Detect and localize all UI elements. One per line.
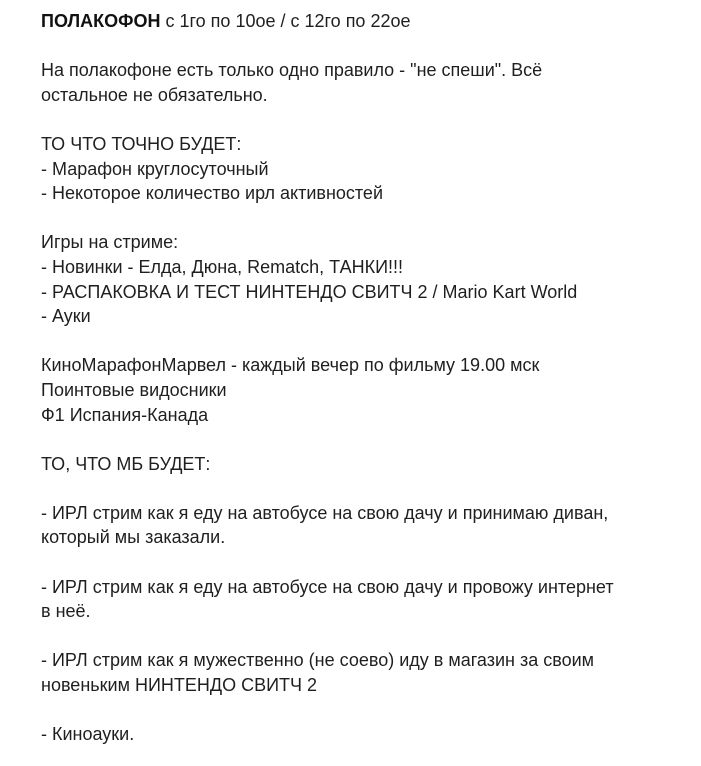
- maybe-item-4: - Киноауки.: [41, 724, 135, 745]
- rule-line-1: На полакофоне есть только одно правило - "не спеши". Всё: [41, 60, 543, 81]
- blank-line: [41, 624, 671, 649]
- title-bold: ПОЛАКОФОН: [41, 11, 161, 31]
- blank-line: [41, 206, 671, 231]
- blank-line: [41, 329, 671, 354]
- list-item: - РАСПАКОВКА И ТЕСТ НИНТЕНДО СВИТЧ 2 / Mario Kart World: [41, 281, 578, 302]
- blank-line: [41, 427, 671, 452]
- extras-item: КиноМарафонМарвел - каждый вечер по фильму 19.00 мск: [41, 355, 540, 376]
- rule-line-2: остальное не обязательно.: [41, 84, 268, 105]
- maybe-item-3-line-1: - ИРЛ стрим как я мужественно (не соево) иду в магазин за своим: [41, 650, 595, 671]
- extras-item: Поинтовые видосники: [41, 379, 227, 400]
- blank-line: [41, 107, 671, 132]
- sure-heading: ТО ЧТО ТОЧНО БУДЕТ:: [41, 133, 242, 154]
- blank-line: [41, 34, 671, 59]
- blank-line: [41, 550, 671, 575]
- maybe-item-2-line-1: - ИРЛ стрим как я еду на автобусе на свою дачу и провожу интернет: [41, 576, 614, 597]
- document-body: [41, 9, 671, 747]
- list-item: - Некоторое количество ирл активностей: [41, 183, 383, 204]
- list-item: - Марафон круглосуточный: [41, 158, 269, 179]
- games-heading: Игры на стриме:: [41, 232, 179, 253]
- title-dates: с 1го по 10ое / с 12го по 22ое: [160, 11, 411, 31]
- list-item: - Новинки - Елда, Дюна, Rematch, ТАНКИ!!!: [41, 256, 404, 277]
- maybe-item-1-line-2: который мы заказали.: [41, 527, 226, 548]
- maybe-item-1-line-1: - ИРЛ стрим как я еду на автобусе на свою дачу и принимаю диван,: [41, 502, 609, 523]
- blank-line: [41, 698, 671, 723]
- extras-item: Ф1 Испания-Канада: [41, 404, 209, 425]
- maybe-item-3-line-2: новеньким НИНТЕНДО СВИТЧ 2: [41, 675, 318, 696]
- blank-line: [41, 476, 671, 501]
- document-title: [41, 9, 671, 34]
- list-item: - Ауки: [41, 306, 91, 327]
- maybe-heading: ТО, ЧТО МБ БУДЕТ:: [41, 453, 211, 474]
- maybe-item-2-line-2: в неё.: [41, 601, 91, 622]
